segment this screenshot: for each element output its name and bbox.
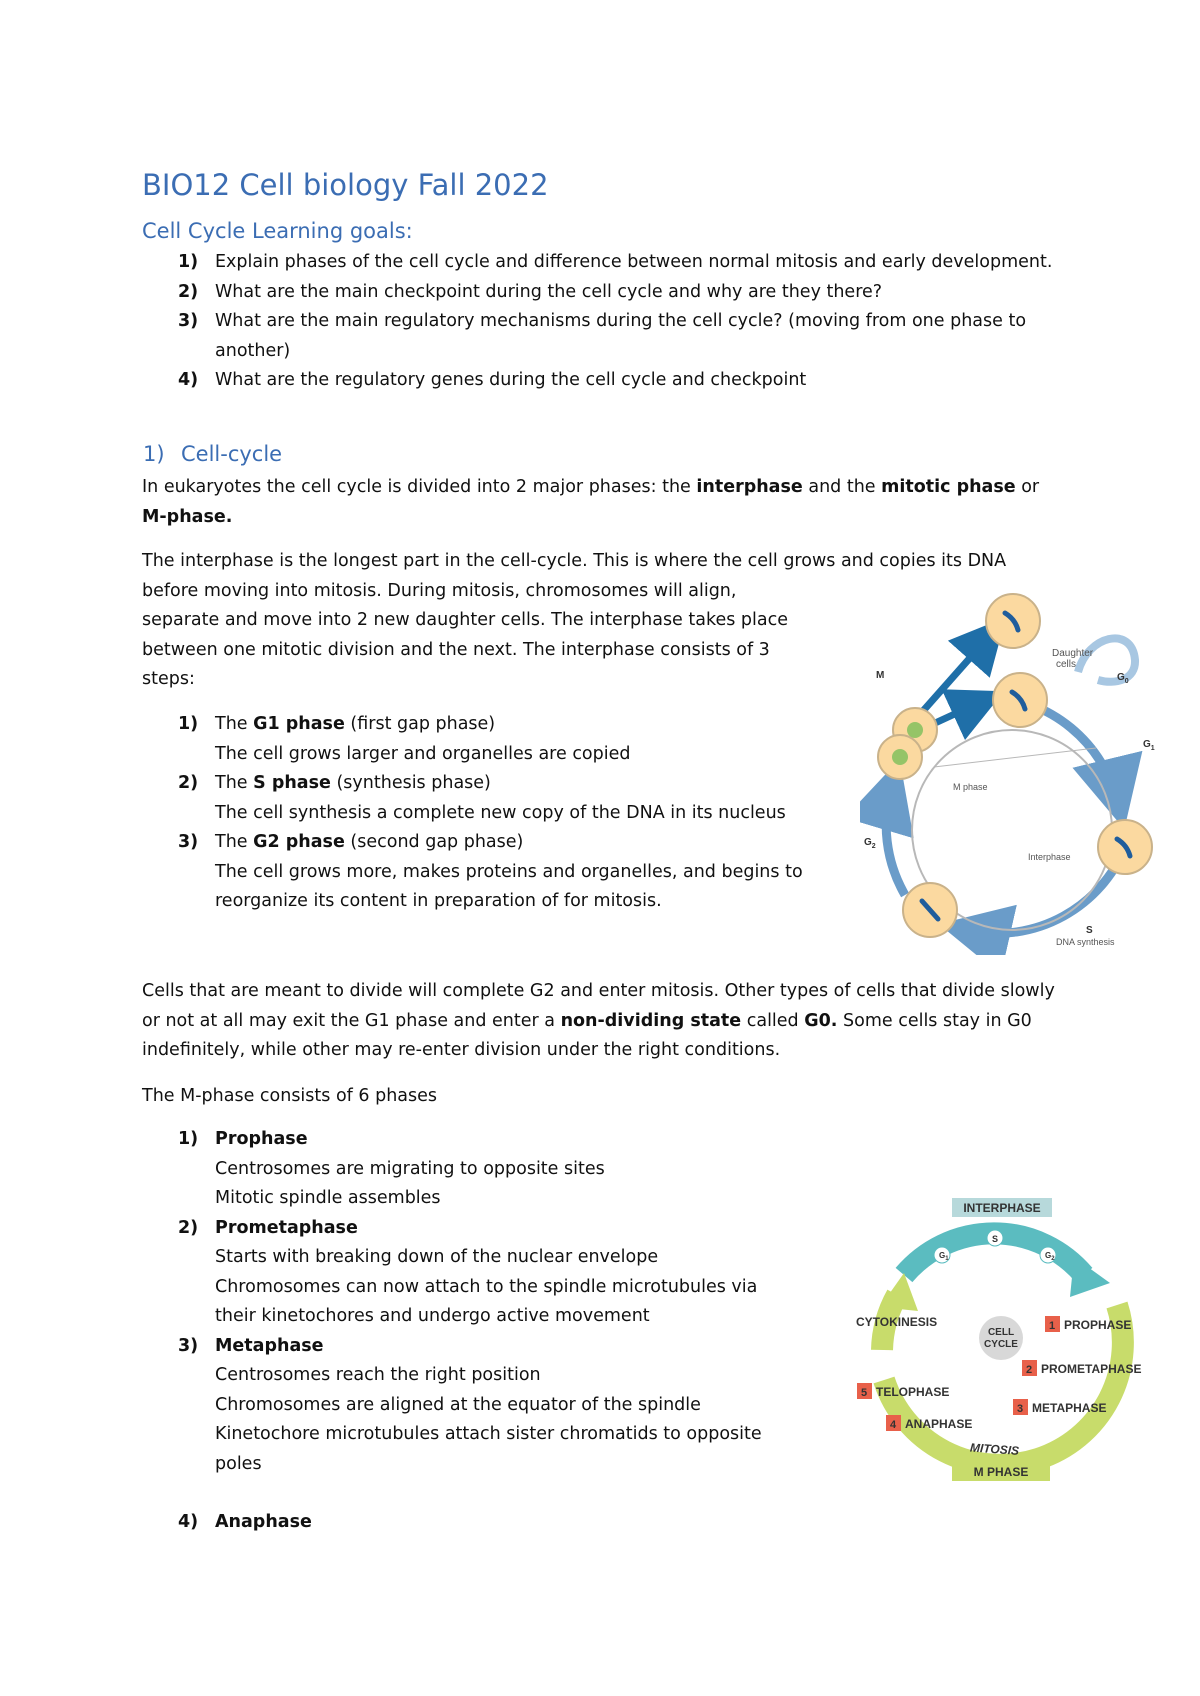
cell-icon xyxy=(878,594,1152,937)
label-g1: $G_1$ xyxy=(1143,739,1155,752)
document-title: BIO12 Cell biology Fall 2022 xyxy=(142,168,549,202)
list-item: 3) The G2 phase (second gap phase) The cell grows more, makes proteins and organelles, and begins to reorganize its content in preparation of for mitosis. xyxy=(178,832,803,911)
label-interphase: Interphase xyxy=(1028,852,1071,862)
label-g2: $G_2$ xyxy=(1045,1251,1055,1262)
interphase-arrowhead xyxy=(1070,1257,1110,1297)
label-interphase: INTERPHASE xyxy=(963,1201,1041,1215)
list-item: 2) Prometaphase Starts with breaking down of the nuclear envelope Chromosomes can now attach to the spindle microtubules via their kinetochores and undergo active movement xyxy=(178,1217,758,1326)
label-cells: cells xyxy=(1056,659,1077,670)
list-item: 1) Explain phases of the cell cycle and difference between normal mitosis and early development. xyxy=(178,252,1053,272)
list-item: 2) What are the main checkpoint during the cell cycle and why are they there? xyxy=(178,281,883,302)
list-item: 4) What are the regulatory genes during the cell cycle and checkpoint xyxy=(178,370,807,390)
phase-number: 5 xyxy=(860,1387,868,1399)
label-telophase: TELOPHASE xyxy=(876,1385,950,1399)
label-s: S xyxy=(991,1234,999,1244)
list-item: 1) The G1 phase (first gap phase) The cell grows larger and organelles are copied xyxy=(178,714,631,764)
cell-cycle-center xyxy=(979,1316,1023,1360)
list-item: 3) What are the main regulatory mechanisms during the cell cycle? (moving from one phase to another) xyxy=(178,311,1027,361)
label-s: S xyxy=(1086,925,1093,936)
phase-number: 2 xyxy=(1025,1364,1033,1376)
section-heading-cell-cycle: 1) Cell-cycle xyxy=(143,442,283,466)
mphase-steps-list xyxy=(142,1125,792,1538)
label-cytokinesis: CYTOKINESIS xyxy=(856,1315,938,1329)
label-prometaphase: PROMETAPHASE xyxy=(1041,1362,1142,1376)
label-prophase: PROPHASE xyxy=(1064,1318,1132,1332)
g0-paragraph: Cells that are meant to divide will complete G2 and enter mitosis. Other types of cells that divide slowly or not at all may exit the G1 phase and enter a non-dividing state called G0. Some cells stay in G0 indefinitely, while other may re-enter division under the right conditions. xyxy=(142,981,1055,1060)
mitosis-phase-diagram xyxy=(852,1195,1177,1505)
g0-loop-arrow xyxy=(1078,638,1135,681)
phase-number: 1 xyxy=(1048,1320,1056,1332)
daughter-arrow-2 xyxy=(915,633,992,720)
g2-arrow xyxy=(886,785,905,895)
interphase-steps-list xyxy=(142,710,842,917)
label-m-phase: M PHASE xyxy=(973,1465,1029,1479)
label-m: M xyxy=(876,670,885,681)
learning-goals-heading: Cell Cycle Learning goals: xyxy=(142,219,413,243)
label-daughter: Daughter xyxy=(1052,648,1094,659)
label-g1: $G_1$ xyxy=(939,1251,949,1262)
intro-paragraph: In eukaryotes the cell cycle is divided into 2 major phases: the interphase and the mitotic phase or M-phase. xyxy=(142,477,1040,527)
list-item: 4) Anaphase xyxy=(178,1512,312,1532)
label-dna-synthesis: DNA synthesis xyxy=(1056,937,1115,947)
label-metaphase: METAPHASE xyxy=(1032,1401,1107,1415)
list-item: 2) The S phase (synthesis phase) The cell synthesis a complete new copy of the DNA in its nucleus xyxy=(178,773,786,823)
label-g0: $G_0$ xyxy=(1117,672,1129,685)
mphase-intro: The M-phase consists of 6 phases xyxy=(142,1086,438,1106)
phase-number: 3 xyxy=(1016,1403,1024,1415)
label-anaphase: ANAPHASE xyxy=(905,1417,973,1431)
list-item: 3) Metaphase Centrosomes reach the right position Chromosomes are aligned at the equator of the spindle Kinetochore microtubules attach sister chromatids to opposite poles xyxy=(178,1335,762,1474)
phase-divider xyxy=(934,748,1096,767)
interphase-paragraph: The interphase is the longest part in the cell-cycle. This is where the cell grows and copies its DNA before moving into mitosis. During mitosis, chromosomes will align, separate and move into 2 new daughter cells. The interphase takes place between one mitotic division and the next. The interphase consists of 3 steps: xyxy=(142,551,1007,689)
learning-goals-list xyxy=(142,248,1102,396)
label-mitosis: MITOSIS xyxy=(969,1440,1020,1458)
phase-number: 4 xyxy=(889,1419,897,1431)
label-g2: $G_2$ xyxy=(864,837,876,850)
label-m-phase: M phase xyxy=(953,782,988,792)
label-cell: CELL xyxy=(987,1327,1015,1338)
cell-cycle-diagram xyxy=(860,585,1160,955)
list-item: 1) Prophase Centrosomes are migrating to opposite sites Mitotic spindle assembles xyxy=(178,1129,605,1208)
label-cycle: CYCLE xyxy=(984,1339,1018,1350)
